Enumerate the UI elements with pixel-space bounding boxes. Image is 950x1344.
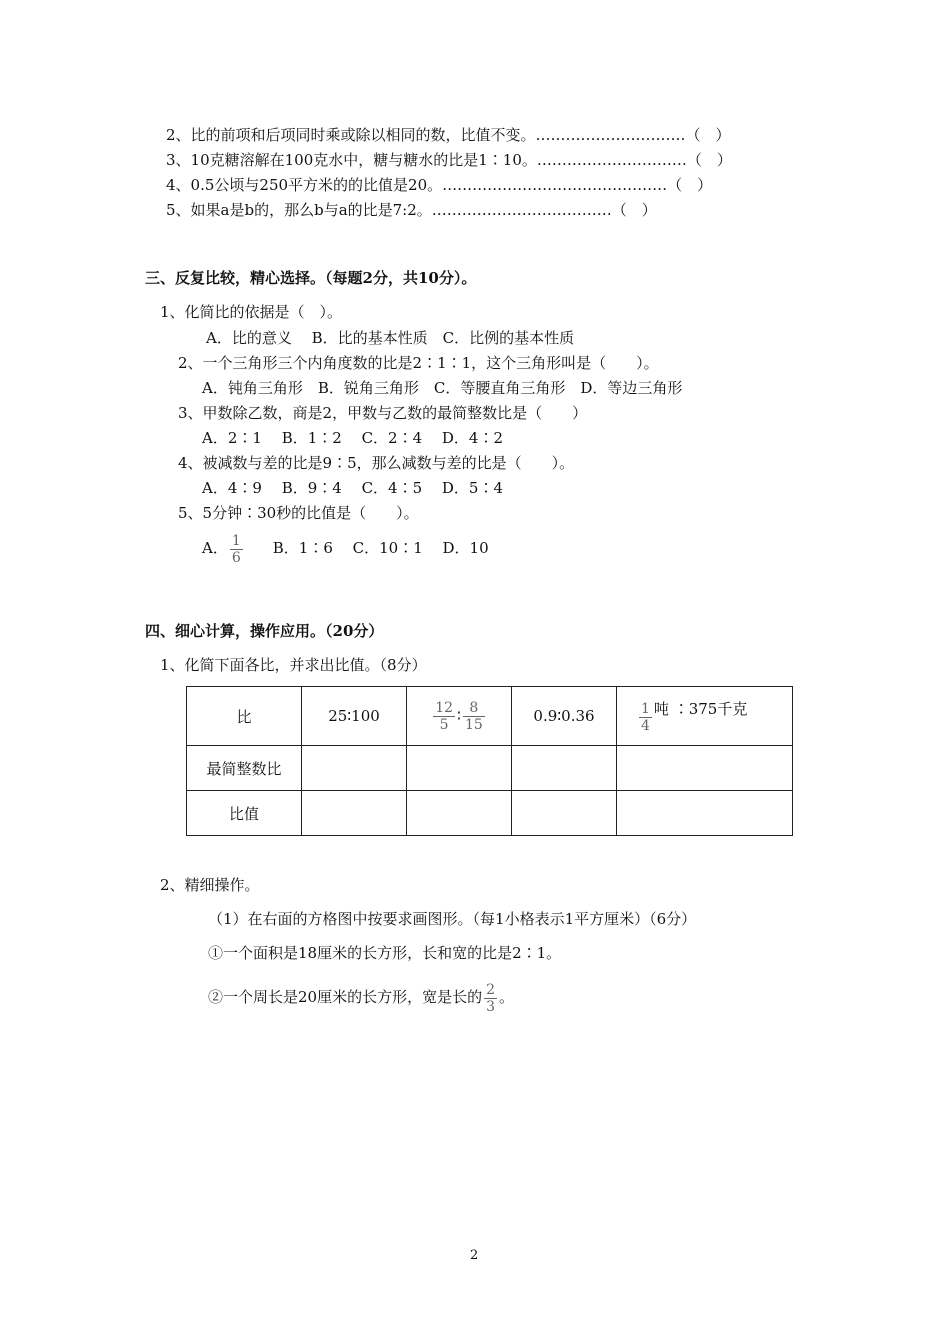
s4-q2-item2: ②一个周长是20厘米的长方形，宽是长的 $\frac{2}{3}$ 。 [208, 981, 515, 1015]
table-cell[interactable] [617, 746, 793, 791]
s3-q3-options: A．2∶1 B．1∶2 C．2∶4 D．4∶2 [202, 429, 504, 447]
table-row2-label: 最简整数比 [187, 746, 302, 791]
s3-q4: 4、被减数与差的比是9∶5，那么减数与差的比是（ ）。 [178, 454, 575, 472]
q2-item2-fraction: $\frac{2}{3}$ [486, 981, 496, 1015]
s3-q4-options: A．4∶9 B．9∶4 C．4∶5 D．5∶4 [202, 479, 504, 497]
table-col4: $\frac{1}{4}$ 吨 ∶375千克 [617, 687, 793, 746]
s4-q1: 1、化简下面各比，并求出比值。（8分） [160, 656, 427, 674]
s3-q5-options [202, 528, 489, 568]
s4-q2: 2、精细操作。 [160, 876, 260, 894]
s3-q5: 5、5分钟∶30秒的比值是（ ）。 [178, 504, 419, 522]
s4-q2-item1: ①一个面积是18厘米的长方形，长和宽的比是2∶1。 [208, 944, 562, 962]
table-cell[interactable] [407, 791, 512, 836]
q5-options-rest: B．1∶6 C．10∶1 D．10 [272, 539, 489, 557]
table-cell[interactable] [512, 746, 617, 791]
section4-title: 四、细心计算，操作应用。（20分） [145, 622, 384, 640]
section3-title: 三、反复比较，精心选择。（每题2分，共10分）。 [145, 269, 477, 287]
s3-q3: 3、甲数除乙数，商是2，甲数与乙数的最简整数比是（ ） [178, 404, 588, 422]
judge-item-2: 2、比的前项和后项同时乘或除以相同的数，比值不变。…………………………（ ） [166, 126, 731, 144]
q5-option-a-fraction: $\frac{1}{6}$ [231, 532, 241, 566]
table-cell[interactable] [302, 791, 407, 836]
s3-q2-options: A．钝角三角形 B．锐角三角形 C．等腰直角三角形 D．等边三角形 [202, 379, 683, 397]
judge-item-3: 3、10克糖溶解在100克水中，糖与糖水的比是1∶10。…………………………（ ） [166, 151, 732, 169]
table-header-label: 比 [187, 687, 302, 746]
judge-item-5: 5、如果a是b的，那么b与a的比是7:2。………………………………（ ） [166, 201, 657, 219]
table-cell[interactable] [302, 746, 407, 791]
table-col2: $\frac{12}{5}$ ∶ $\frac{8}{15}$ [407, 687, 512, 746]
s3-q1: 1、化简比的依据是（ ）。 [160, 303, 343, 321]
page-number: 2 [470, 1248, 479, 1263]
table-row3-label: 比值 [187, 791, 302, 836]
ratio-table [186, 686, 793, 836]
q5-option-a-label: A． [202, 539, 228, 557]
table-col3: 0.9∶0.36 [512, 687, 617, 746]
s3-q1-options: A．比的意义 B．比的基本性质 C．比例的基本性质 [206, 329, 575, 347]
s4-q2-sub1: （1）在右面的方格图中按要求画图形。（每1小格表示1平方厘米）（6分） [208, 910, 697, 928]
table-cell[interactable] [407, 746, 512, 791]
judge-item-4: 4、0.5公顷与250平方米的的比值是20。………………………………………（ ） [166, 176, 713, 194]
table-cell[interactable] [512, 791, 617, 836]
table-cell[interactable] [617, 791, 793, 836]
s3-q2: 2、一个三角形三个内角度数的比是2∶1∶1，这个三角形叫是（ ）。 [178, 354, 659, 372]
table-col1: 25∶100 [302, 687, 407, 746]
